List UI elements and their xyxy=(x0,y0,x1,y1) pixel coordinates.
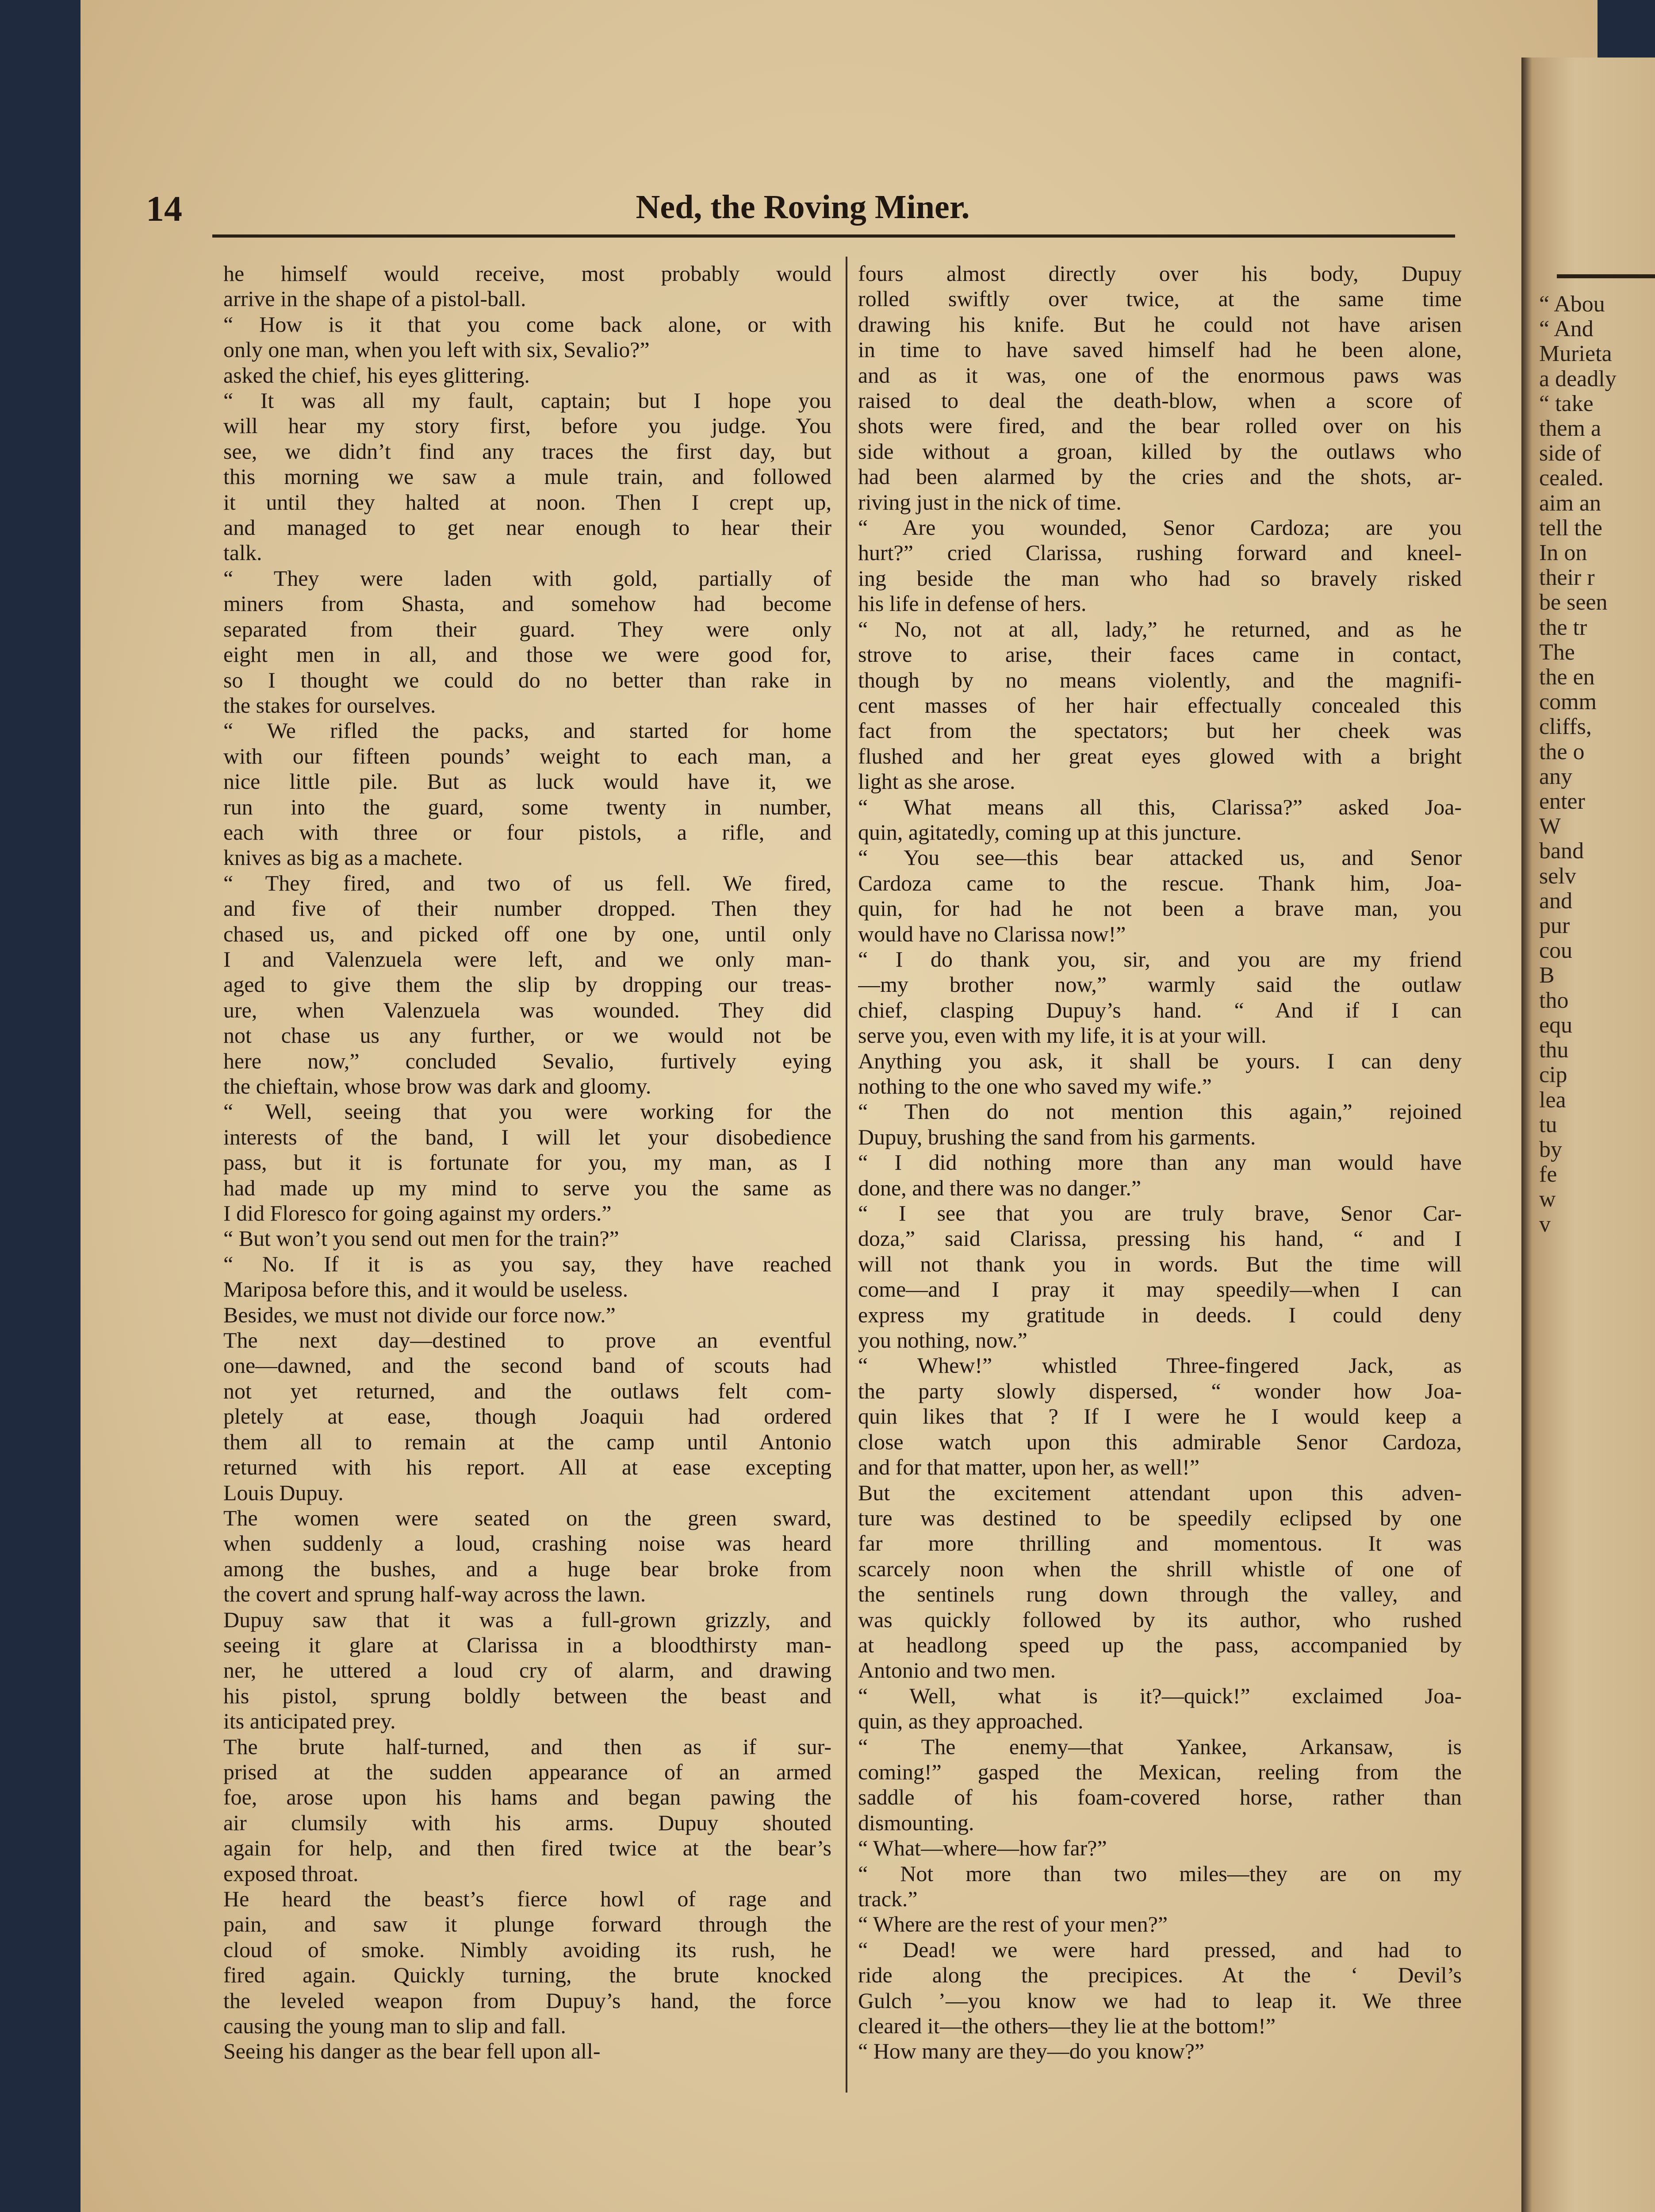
text-line: cip xyxy=(1539,1062,1567,1088)
text-line: serve you, even with my life, it is at your will. xyxy=(858,1023,1267,1048)
text-line: “ The enemy—that Yankee, Arkansaw, is xyxy=(858,1734,1462,1759)
text-line: and for that matter, upon her, as well!” xyxy=(858,1455,1200,1480)
text-line: Dupuy saw that it was a full-grown grizzly, and xyxy=(223,1607,831,1632)
text-line: the tr xyxy=(1539,614,1587,640)
text-line: “ What means all this, Clarissa?” asked Joa- xyxy=(858,794,1462,819)
text-line: be seen xyxy=(1539,590,1608,615)
text-line: quin, as they approached. xyxy=(858,1709,1084,1734)
text-line: doza,” said Clarissa, pressing his hand, “ and I xyxy=(858,1226,1462,1251)
text-line: their r xyxy=(1539,565,1595,591)
text-line: “ And xyxy=(1539,316,1594,342)
text-line: riving just in the nick of time. xyxy=(858,489,1122,515)
text-line: “ Where are the rest of your men?” xyxy=(858,1912,1168,1937)
text-line: separated from their guard. They were only xyxy=(223,616,831,641)
text-line: “ No, not at all, lady,” he returned, and as he xyxy=(858,616,1462,641)
text-line: nothing to the one who saved my wife.” xyxy=(858,1074,1212,1098)
text-line: nice little pile. But as luck would have it, we xyxy=(223,769,831,794)
text-line: tu xyxy=(1539,1112,1557,1137)
text-line: chief, clasping Dupuy’s hand. “ And if I can xyxy=(858,997,1462,1022)
text-line: ing beside the man who had so bravely risked xyxy=(858,565,1462,591)
text-line: air clumsily with his arms. Dupuy shouted xyxy=(223,1810,831,1835)
text-line: pletely at ease, though Joaquiı had ordered xyxy=(223,1404,831,1429)
text-line: ture was destined to be speedily eclipsed by one xyxy=(858,1505,1462,1530)
page-header xyxy=(146,188,1460,237)
text-line: scarcely noon when the shrill whistle of one of xyxy=(858,1556,1462,1581)
text-line: ride along the precipices. At the ‘ Devil’s xyxy=(858,1962,1462,1988)
text-line: only one man, when you left with six, Sevalio?” xyxy=(223,337,650,362)
text-line: done, and there was no danger.” xyxy=(858,1175,1142,1200)
text-line: cleared it—the others—they lie at the bottom!” xyxy=(858,2013,1276,2039)
text-line: “ They fired, and two of us fell. We fired, xyxy=(223,870,831,895)
text-line: them all to remain at the camp until Antonio xyxy=(223,1429,831,1454)
text-line: Besides, we must not divide our force now.” xyxy=(223,1302,616,1327)
text-line: thu xyxy=(1539,1037,1569,1063)
text-line: —my brother now,” warmly said the outlaw xyxy=(858,972,1462,997)
column-divider xyxy=(846,257,847,2093)
text-line: aim an xyxy=(1539,490,1601,516)
text-line: the leveled weapon from Dupuy’s hand, the force xyxy=(223,1988,831,2013)
text-line: comm xyxy=(1539,689,1597,715)
text-line: will hear my story first, before you judge. You xyxy=(223,413,831,438)
text-line: by xyxy=(1539,1137,1562,1162)
text-line: The women were seated on the green sward, xyxy=(223,1505,831,1530)
text-line: “ But won’t you send out men for the train?” xyxy=(223,1226,619,1251)
text-line: the en xyxy=(1539,664,1595,690)
text-line: fact from the spectators; but her cheek was xyxy=(858,718,1462,743)
running-title: Ned, the Roving Miner. xyxy=(636,188,970,226)
text-line: “ Whew!” whistled Three-fingered Jack, as xyxy=(858,1353,1462,1378)
text-line: “ take xyxy=(1539,391,1594,416)
text-line: when suddenly a loud, crashing noise was heard xyxy=(223,1531,831,1556)
text-line: them a xyxy=(1539,416,1601,442)
text-line: “ Are you wounded, Senor Cardoza; are you xyxy=(858,515,1462,540)
text-line: this morning we saw a mule train, and followed xyxy=(223,464,831,489)
text-line: v xyxy=(1539,1211,1551,1237)
text-line: Cardoza came to the rescue. Thank him, Joa- xyxy=(858,870,1462,895)
text-line: “ It was all my fault, captain; but I hope you xyxy=(223,388,831,413)
text-line: the party slowly dispersed, “ wonder how Joa- xyxy=(858,1378,1462,1403)
text-line: “ I do thank you, sir, and you are my friend xyxy=(858,946,1462,972)
text-line: quin, agitatedly, coming up at this juncture. xyxy=(858,819,1242,845)
text-line: Murieta xyxy=(1539,341,1612,367)
text-line: The next day—destined to prove an eventful xyxy=(223,1328,831,1353)
text-line: quin likes that ? If I were he I would keep a xyxy=(858,1404,1462,1429)
text-line: the chieftain, whose brow was dark and gloomy. xyxy=(223,1074,651,1098)
text-line: “ Dead! we were hard pressed, and had to xyxy=(858,1937,1462,1962)
text-line: coming!” gasped the Mexican, reeling from the xyxy=(858,1759,1462,1784)
text-line: he himself would receive, most probably would xyxy=(223,261,831,286)
text-line: each with three or four pistols, a rifle, and xyxy=(223,819,831,845)
text-line: lea xyxy=(1539,1087,1566,1113)
text-line: “ Then do not mention this again,” rejoined xyxy=(858,1099,1462,1124)
text-line: though by no means violently, and the magnifi- xyxy=(858,667,1462,692)
text-line: chased us, and picked off one by one, until only xyxy=(223,921,831,946)
text-line: “ They were laden with gold, partially of xyxy=(223,565,831,591)
text-line: I did Floresco for going against my orders.” xyxy=(223,1201,612,1226)
text-line: ure, when Valenzuela was wounded. They did xyxy=(223,997,831,1022)
text-line: again for help, and then fired twice at the bear’s xyxy=(223,1836,831,1861)
text-line: any xyxy=(1539,764,1573,789)
text-line: exposed throat. xyxy=(223,1861,359,1886)
text-line: light as she arose. xyxy=(858,769,1015,794)
text-line: you nothing, now.” xyxy=(858,1328,1027,1353)
text-line: had made up my mind to serve you the same as xyxy=(223,1175,831,1200)
text-line: dismounting. xyxy=(858,1810,974,1835)
text-line: Seeing his danger as the bear fell upon all- xyxy=(223,2039,601,2064)
text-line: with our fifteen pounds’ weight to each man, a xyxy=(223,743,831,768)
page-number: 14 xyxy=(146,188,182,229)
text-line: equ xyxy=(1539,1012,1573,1038)
text-line: But the excitement attendant upon this adven- xyxy=(858,1480,1462,1505)
text-line: and five of their number dropped. Then they xyxy=(223,896,831,921)
text-line: the sentinels rung down through the valley, and xyxy=(858,1582,1462,1607)
text-line: Mariposa before this, and it would be useless. xyxy=(223,1277,628,1302)
text-line: Louis Dupuy. xyxy=(223,1480,344,1505)
text-line: He heard the beast’s fierce howl of rage and xyxy=(223,1886,831,1911)
header-rule xyxy=(212,234,1455,238)
text-line: so I thought we could do no better than rake in xyxy=(223,667,831,692)
text-line: among the bushes, and a huge bear broke from xyxy=(223,1556,831,1581)
text-line: Dupuy, brushing the sand from his garments. xyxy=(858,1124,1256,1149)
text-line: raised to deal the death-blow, when a score of xyxy=(858,388,1462,413)
text-line: hurt?” cried Clarissa, rushing forward and kneel- xyxy=(858,540,1462,565)
text-line: aged to give them the slip by dropping our treas- xyxy=(223,972,831,997)
text-line: side of xyxy=(1539,441,1601,466)
text-line: band xyxy=(1539,838,1584,864)
text-line: “ What—where—how far?” xyxy=(858,1836,1107,1861)
text-line: w xyxy=(1539,1187,1556,1212)
text-line: side without a groan, killed by the outlaws who xyxy=(858,438,1462,464)
text-line: Antonio and two men. xyxy=(858,1658,1056,1683)
text-line: and managed to get near enough to hear their xyxy=(223,515,831,540)
text-line: track.” xyxy=(858,1886,918,1911)
text-line: run into the guard, some twenty in number, xyxy=(223,794,831,819)
text-line: pass, but it is fortunate for you, my man, as I xyxy=(223,1150,831,1175)
text-line: one—dawned, and the second band of scouts had xyxy=(223,1353,831,1378)
text-line: “ Abou xyxy=(1539,292,1605,317)
text-line: not yet returned, and the outlaws felt com- xyxy=(223,1378,831,1403)
text-line: B xyxy=(1539,963,1555,988)
text-line: “ We rifled the packs, and started for home xyxy=(223,718,831,743)
text-line: cliffs, xyxy=(1539,714,1592,740)
text-line: causing the young man to slip and fall. xyxy=(223,2013,566,2039)
text-line: returned with his report. All at ease excepting xyxy=(223,1455,831,1480)
facing-page-rule xyxy=(1557,274,1655,278)
text-line: strove to arise, their faces came in contact, xyxy=(858,642,1462,667)
text-line: tho xyxy=(1539,987,1569,1013)
text-line: the covert and sprung half-way across the lawn. xyxy=(223,1582,646,1607)
text-line: “ No. If it is as you say, they have reached xyxy=(223,1251,831,1276)
text-line: had been alarmed by the cries and the shots, ar- xyxy=(858,464,1462,489)
text-line: it until they halted at noon. Then I crept up, xyxy=(223,489,831,515)
text-line: prised at the sudden appearance of an armed xyxy=(223,1759,831,1784)
text-line: cealed. xyxy=(1539,465,1604,491)
text-line: knives as big as a machete. xyxy=(223,845,463,870)
text-line: pur xyxy=(1539,913,1570,939)
text-line: W xyxy=(1539,814,1561,839)
text-line: interests of the band, I will let your disobedience xyxy=(223,1124,831,1149)
text-line: ner, he uttered a loud cry of alarm, and drawing xyxy=(223,1658,831,1683)
text-line: shots were fired, and the bear rolled over on his xyxy=(858,413,1462,438)
text-line: his life in defense of hers. xyxy=(858,591,1087,616)
text-line: Anything you ask, it shall be yours. I can deny xyxy=(858,1048,1462,1073)
text-line: eight men in all, and those we were good for, xyxy=(223,642,831,667)
text-line: foe, arose upon his hams and began pawing the xyxy=(223,1785,831,1810)
text-line: cent masses of her hair effectually concealed this xyxy=(858,692,1462,718)
text-line: far more thrilling and momentous. It was xyxy=(858,1531,1462,1556)
text-line: tell the xyxy=(1539,515,1602,541)
text-line: “ Well, seeing that you were working for the xyxy=(223,1099,831,1124)
text-line: the o xyxy=(1539,739,1585,764)
text-line: enter xyxy=(1539,789,1585,814)
text-line: here now,” concluded Sevalio, furtively eying xyxy=(223,1048,831,1073)
text-line: cou xyxy=(1539,938,1573,964)
text-line: drawing his knife. But he could not have arisen xyxy=(858,311,1462,337)
text-line: seeing it glare at Clarissa in a bloodthirsty man- xyxy=(223,1632,831,1657)
text-line: close watch upon this admirable Senor Cardoza, xyxy=(858,1429,1462,1454)
text-line: Gulch ’—you know we had to leap it. We three xyxy=(858,1988,1462,2013)
text-line: miners from Shasta, and somehow had become xyxy=(223,591,831,616)
text-line: talk. xyxy=(223,540,262,565)
text-line: “ You see—this bear attacked us, and Senor xyxy=(858,845,1462,870)
text-line: its anticipated prey. xyxy=(223,1709,396,1734)
text-line: I and Valenzuela were left, and we only man- xyxy=(223,946,831,972)
text-line: fe xyxy=(1539,1162,1557,1187)
text-line: “ Not more than two miles—they are on my xyxy=(858,1861,1462,1886)
text-line: “ How is it that you come back alone, or with xyxy=(223,311,831,337)
text-line: not chase us any further, or we would not be xyxy=(223,1023,831,1048)
text-line: at headlong speed up the pass, accompanied by xyxy=(858,1632,1462,1657)
text-line: flushed and her great eyes glowed with a bright xyxy=(858,743,1462,768)
text-line: would have no Clarissa now!” xyxy=(858,921,1126,946)
right-column xyxy=(858,261,1462,2101)
text-line: The xyxy=(1539,639,1575,665)
text-line: “ I see that you are truly brave, Senor Car- xyxy=(858,1201,1462,1226)
text-line: The brute half-turned, and then as if sur- xyxy=(223,1734,831,1759)
facing-page xyxy=(1521,58,1655,2212)
text-line: rolled swiftly over twice, at the same time xyxy=(858,286,1462,311)
text-line: a deadly xyxy=(1539,366,1617,392)
text-line: pain, and saw it plunge forward through the xyxy=(223,1912,831,1937)
text-line: selv xyxy=(1539,863,1576,889)
text-line: In on xyxy=(1539,540,1587,566)
text-line: fours almost directly over his body, Dupuy xyxy=(858,261,1462,286)
text-line: see, we didn’t find any traces the first day, but xyxy=(223,438,831,464)
text-line: and as it was, one of the enormous paws was xyxy=(858,362,1462,388)
text-line: fired again. Quickly turning, the brute knocked xyxy=(223,1962,831,1988)
text-line: in time to have saved himself had he been alone, xyxy=(858,337,1462,362)
text-line: come—and I pray it may speedily—when I can xyxy=(858,1277,1462,1302)
text-line: express my gratitude in deeds. I could deny xyxy=(858,1302,1462,1327)
text-line: and xyxy=(1539,888,1573,914)
text-line: quin, for had he not been a brave man, you xyxy=(858,896,1462,921)
text-line: was quickly followed by its author, who rushed xyxy=(858,1607,1462,1632)
text-line: the stakes for ourselves. xyxy=(223,692,436,718)
text-line: his pistol, sprung boldly between the beast and xyxy=(223,1683,831,1708)
text-line: arrive in the shape of a pistol-ball. xyxy=(223,286,526,311)
text-line: cloud of smoke. Nimbly avoiding its rush, he xyxy=(223,1937,831,1962)
text-line: “ Well, what is it?—quick!” exclaimed Joa- xyxy=(858,1683,1462,1708)
text-line: saddle of his foam-covered horse, rather than xyxy=(858,1785,1462,1810)
text-line: “ How many are they—do you know?” xyxy=(858,2039,1205,2064)
left-column xyxy=(223,261,831,2101)
text-line: asked the chief, his eyes glittering. xyxy=(223,362,530,388)
text-line: “ I did nothing more than any man would have xyxy=(858,1150,1462,1175)
text-line: will not thank you in words. But the time will xyxy=(858,1251,1462,1276)
facing-page-text xyxy=(1539,292,1655,1237)
